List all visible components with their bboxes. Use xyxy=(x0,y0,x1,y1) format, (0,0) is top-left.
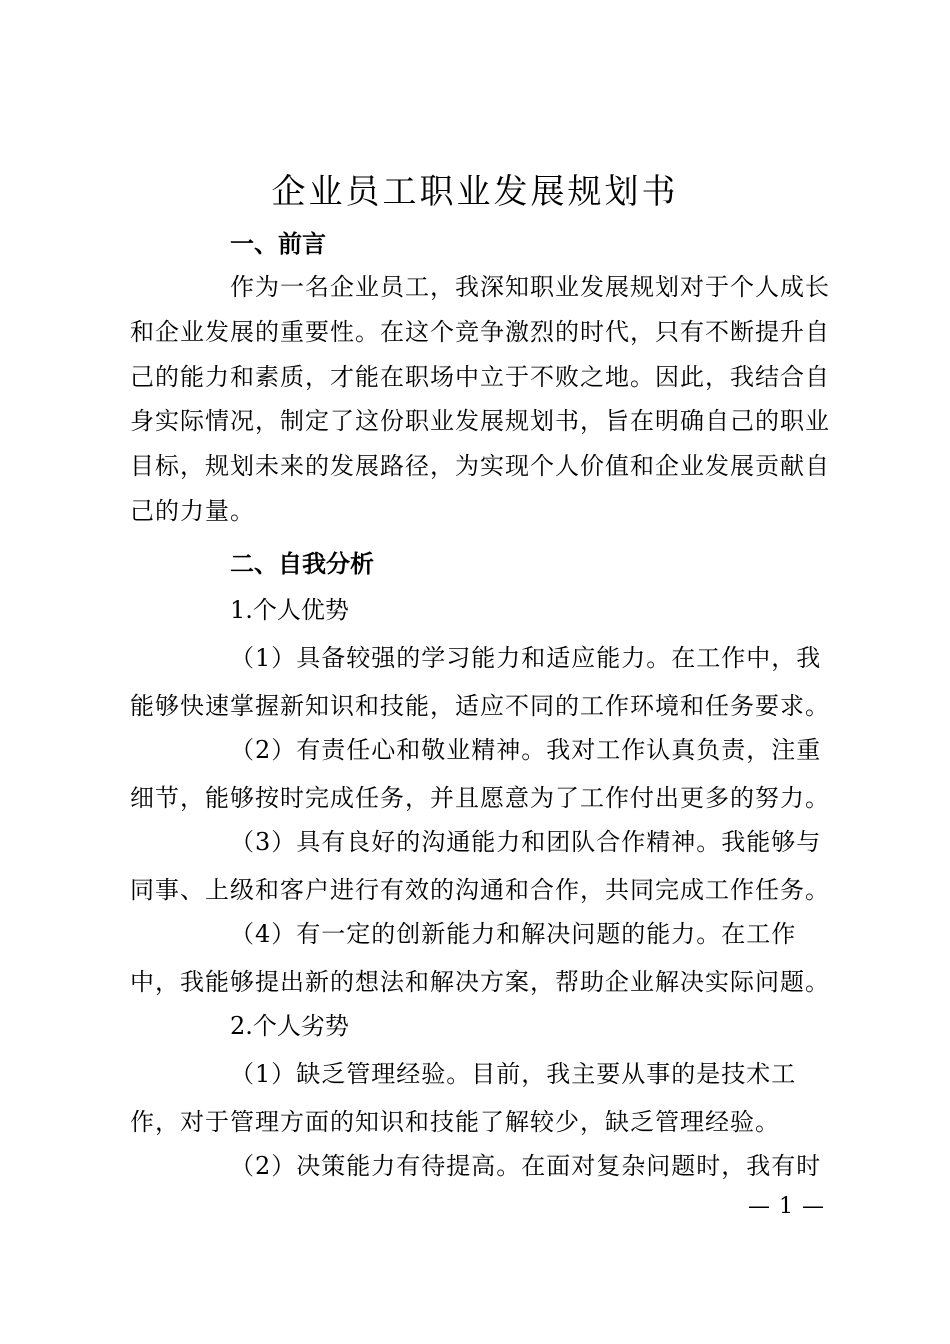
strength-item: （2）有责任心和敬业精神。我对工作认真负责，注重细节，能够按时完成任务，并且愿意为了工作付出更多的努力。 xyxy=(130,736,830,812)
section-heading-preface: 一、前言 xyxy=(230,230,326,258)
strength-item: （1）具备较强的学习能力和适应能力。在工作中，我能够快速掌握新知识和技能，适应不同的工作环境和任务要求。 xyxy=(130,644,830,720)
strength-item: （4）有一定的创新能力和解决问题的能力。在工作中，我能够提出新的想法和解决方案，帮助企业解决实际问题。 xyxy=(130,920,830,996)
weaknesses-heading: 2.个人劣势 xyxy=(230,1012,349,1040)
page-number: — 1 — xyxy=(748,1194,825,1219)
weakness-item: （1）缺乏管理经验。目前，我主要从事的是技术工作，对于管理方面的知识和技能了解较少，缺乏管理经验。 xyxy=(130,1060,797,1136)
section-heading-self-analysis: 二、自我分析 xyxy=(230,550,374,578)
preface-paragraph: 作为一名企业员工，我深知职业发展规划对于个人成长和企业发展的重要性。在这个竞争激烈的时代，只有不断提升自己的能力和素质，才能在职场中立于不败之地。因此，我结合自身实际情况，制定了这份职业发展规划书，旨在明确自己的职业目标，规划未来的发展路径，为实现个人价值和企业发展贡献自己的力量。 xyxy=(130,273,830,525)
document-title: 企业员工职业发展规划书 xyxy=(271,172,679,212)
weakness-item: （2）决策能力有待提高。在面对复杂问题时，我有时 xyxy=(230,1152,822,1180)
strength-item: （3）具有良好的沟通能力和团队合作精神。我能够与同事、上级和客户进行有效的沟通和合作，共同完成工作任务。 xyxy=(130,828,830,904)
strengths-heading: 1.个人优势 xyxy=(230,596,349,624)
